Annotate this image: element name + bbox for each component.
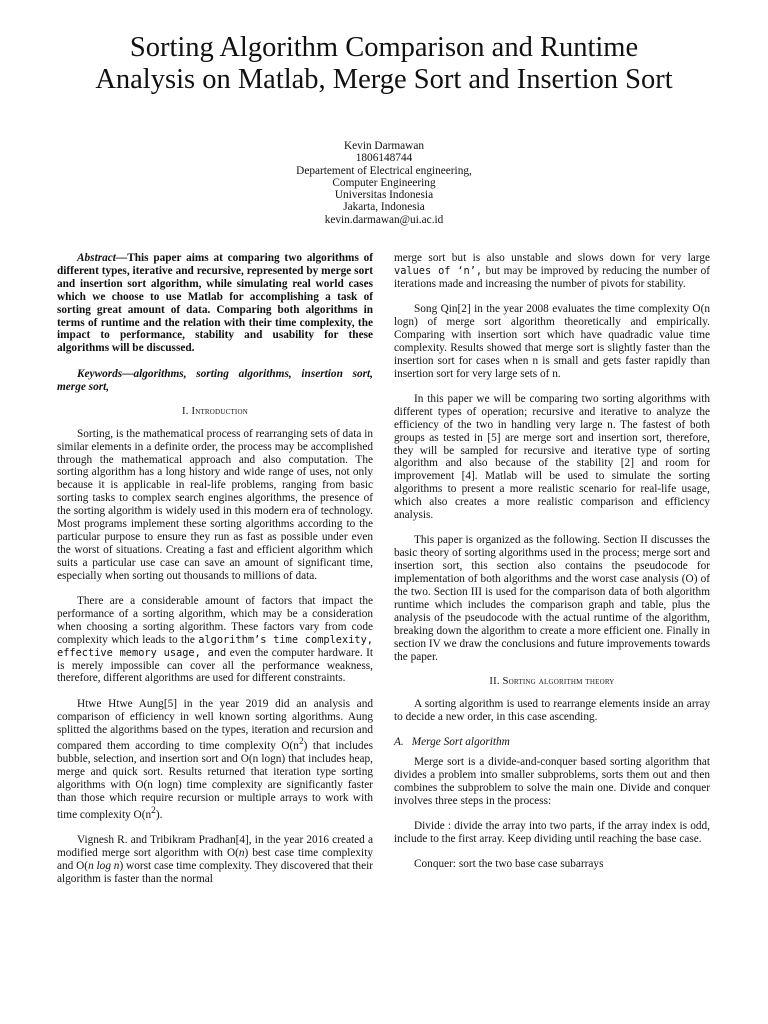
intro-p3-part-c: ).: [155, 808, 163, 821]
intro-paragraph-3: [57, 698, 373, 822]
abstract: [57, 252, 373, 355]
intro-p4-part-c: ) worst case time complexity. They discovered that their algorithm is faster than the normal: [57, 859, 373, 885]
intro-paragraph-2: [57, 595, 373, 685]
right-p0-part-a: merge sort but is also unstable and slows down for very large: [394, 252, 710, 264]
merge-sort-divide-step: Divide : divide the array into two parts, if the array index is odd, include to the first array. Keep dividing until reaching the base case.: [394, 819, 710, 845]
title-line-2: Analysis on Matlab, Merge Sort and Insertion Sort: [95, 64, 673, 95]
keywords: Keywords—algorithms, sorting algorithms, insertion sort, merge sort,: [57, 367, 373, 393]
theory-paragraph-1: A sorting algorithm is used to rearrange elements inside an array to decide a new order, in this case ascending.: [394, 697, 710, 723]
intro-p2-mono-text: algorithm’s time complexity, effective memory usage, and: [57, 633, 373, 659]
subsection-heading-merge-sort: [394, 736, 710, 749]
author-program: Computer Engineering: [332, 176, 436, 189]
right-column: [394, 252, 710, 883]
author-email: kevin.darmawan@ui.ac.id: [324, 213, 444, 226]
intro-p4-part-a: Vignesh R. and Tribikram Pradhan[4], in the year 2016 created a modified merge sort algorithm with O(: [57, 833, 373, 859]
right-p0-part-b: but may be improved by reducing the number of iterations made and increasing the number of pivots for stability.: [394, 264, 710, 290]
subsection-title: Merge Sort algorithm: [411, 735, 510, 748]
subsection-number: A.: [394, 735, 404, 748]
superscript-2: 2: [298, 737, 304, 748]
author-block: [184, 140, 584, 226]
paper-title: [30, 32, 738, 96]
intro-p4-part-b: ) best case time complexity and O(: [57, 846, 373, 872]
title-line-1: Sorting Algorithm Comparison and Runtime: [129, 32, 639, 63]
author-department: Departement of Electrical engineering,: [296, 164, 472, 177]
intro-paragraph-4: [57, 834, 373, 886]
right-p0-mono-text: values of ‘n’,: [394, 264, 483, 277]
intro-p3-part-a: Htwe Htwe Aung[5] in the year 2019 did an analysis and comparison of efficiency in well known sorting algorithms. Aung splitted the algorithms based on the types, iteration and recursion and compared them according to time complexity O(n: [57, 697, 373, 753]
intro-paragraph-organization: This paper is organized as the following. Section II discusses the basic theory of sorting algorithms used in the process; merge sort and insertion sort, this section also contains the pseudocode for implementation of both algorithms and the worst case analysis (O) of the two. Section III is used for the comparison data of both algorithm runtime which includes the comparison graph and table, plus the analysis of the pseudocode with the actual runtime of the algorithm, breaking down the algorithm to create a more efficient one. Finally in section IV we draw the conclusions and future improvements towards the paper.: [394, 534, 710, 663]
math-n-log-n: n log n: [88, 859, 120, 872]
author-city: Jakarta, Indonesia: [343, 201, 425, 214]
abstract-lead: Abstract—: [77, 252, 128, 264]
intro-paragraph-this-paper: In this paper we will be comparing two sorting algorithms with different types of operation; recursive and iterative to analyze the efficiency of the two in handling very large n. The fastest of both groups as tested in [5] are merge sort and insertion sort, therefore, they will be sampled for recursive and iterative type of sorting algorithm and also because of the stability [2] and room for improvement [4]. Matlab will be used to simulate the sorting algorithms to present a more realistic scenario for real-life usage, which also creates a more realistic comparison and efficiency analysis.: [394, 392, 710, 522]
intro-p2-start: There are a considerable amount of factors that impact the performance of a sorting algorithm, which may be a consideration when choosing a sorting algorithm. These factors vary from code complexity which leads to the: [57, 595, 373, 646]
math-n: n: [238, 846, 245, 859]
merge-sort-paragraph-1: Merge sort is a divide-and-conquer based sorting algorithm that divides a problem into smaller subproblems, sorts them out and then combines the subproblem to solve the main one. Divide and conquer involves three steps in the process:: [394, 755, 710, 807]
abstract-paragraph: [57, 252, 373, 355]
author-university: Universitas Indonesia: [334, 189, 434, 202]
superscript-2: 2: [151, 805, 156, 816]
intro-paragraph-1: Sorting, is the mathematical process of rearranging sets of data in similar elements in a definite order, the process may be accomplished through the mathematical approach and also computation. The sorting algorithm has a long history and wide range of uses, not only because it is applicable in real-life problems, ranging from basic sorting tasks to complex search engines algorithms, the presence of the sorting algorithm is widely used in this modern era of technology. Most programs implement these sorting algorithms according to the particular purpose to ensure they run as fast as possible under even the worst of situations. Creating a fast and efficient algorithm which suits a particular use case can save an amount of significant time, especially when sorting out thousands to millions of data.: [57, 427, 373, 582]
intro-p2-end: even the computer hardware. It is merely impossible can cover all the performance weakness, therefore, different algorithms are used for different constraints.: [57, 646, 374, 685]
section-heading-introduction: I. Introduction: [182, 405, 248, 417]
intro-paragraph-song-qin: Song Qin[2] in the year 2008 evaluates the time complexity O(n logn) of merge sort algorithm theoretically and empirically. Comparing with insertion sort which have quadradic value time complexity. Results showed that merge sort is slightly faster than the insertion sort for cases when n is small and gets faster rapidly than insertion sort for very large sets of n.: [394, 303, 710, 380]
author-name: Kevin Darmawan: [344, 140, 424, 152]
continued-paragraph: [394, 252, 710, 291]
section-heading-sorting-theory: II. Sorting algorithm theory: [489, 675, 615, 687]
left-column: [57, 252, 373, 898]
merge-sort-conquer-step: Conquer: sort the two base case subarrays: [414, 858, 604, 871]
intro-p3-part-b: ) that includes bubble, selection, and insertion sort and O(n logn) that includes heap, merge and quick sort. Results returned that iteration type sorting algorithms with O(n logn) time complexity are significantly faster than those which require recursion or multiple arrays to work with time complexity O(n: [57, 740, 373, 821]
abstract-body: This paper aims at comparing two algorithms of different types, iterative and recursive, represented by merge sort and insertion sort algorithm, while simulating real world cases which we choose to use Matlab for accomplishing a task of sorting great amount of data. Comparing both algorithms in terms of runtime and the relation with their time complexity, the impact to performance, stability and usability for these algorithms will be discussed.: [57, 252, 373, 355]
author-student-id: 1806148744: [355, 152, 413, 165]
